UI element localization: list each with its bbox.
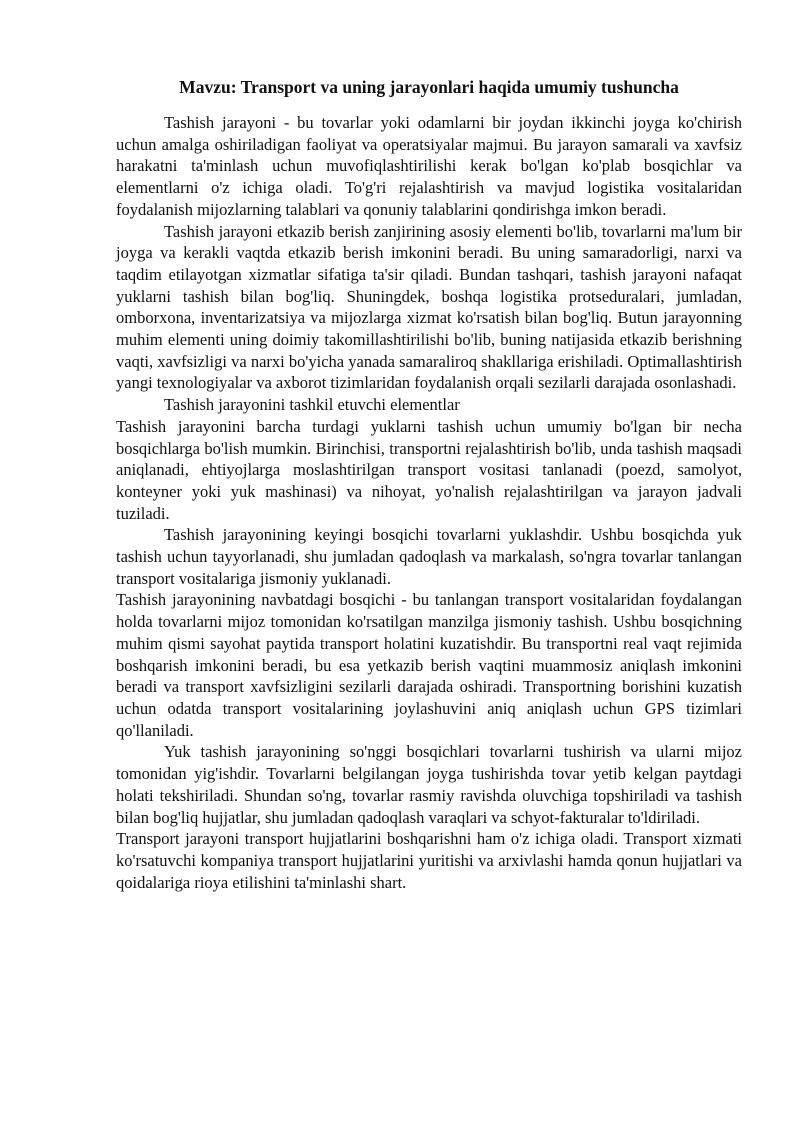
document-title: Mavzu: Transport va uning jarayonlari haqida umumiy tushuncha	[179, 77, 679, 97]
document-page	[116, 76, 742, 893]
section-heading-elements: Tashish jarayonini tashkil etuvchi elementlar	[164, 395, 460, 415]
paragraph-loading: Tashish jarayonining keyingi bosqichi tovarlarni yuklashdir. Ushbu bosqichda yuk tashish uchun tayyorlanadi, shu jumladan qadoqlash va markalash, so'ngra tovarlar tanlangan transport vositalariga jismoniy yuklanadi.	[116, 525, 742, 588]
paragraph-unloading: Yuk tashish jarayonining so'nggi bosqichlari tovarlarni tushirish va ularni mijoz tomonidan yig'ishdir. Tovarlarni belgilangan joyga tushirishda tovar yetib kelgan paytdagi holati tekshiriladi. Shundan so'ng, tovarlar rasmiy ravishda oluvchiga topshiriladi va tashish bilan bog'liq hujjatlar, shu jumladan qadoqlash varaqlari va schyot-fakturalar to'ldiriladi.	[116, 742, 742, 827]
paragraph-supply-chain: Tashish jarayoni etkazib berish zanjirining asosiy elementi bo'lib, tovarlarni ma'lum bir joyga va kerakli vaqtda etkazib berish imkonini beradi. Bu uning samaradorligi, narxi va taqdim etilayotgan xizmatlar sifatiga ta'sir qiladi. Bundan tashqari, tashish jarayoni nafaqat yuklarni tashish bilan bog'liq. Shuningdek, boshqa logistika protseduralari, jumladan, omborxona, inventarizatsiya va mijozlarga xizmat ko'rsatish bilan bog'liq. Butun jarayonning muhim elementi uning doimiy takomillashtirilishi bo'lib, buning natijasida etkazib berishning vaqti, xavfsizligi va narxi bo'yicha yanada samaraliroq shakllariga erishiladi. Optimallashtirish yangi texnologiyalar va axborot tizimlaridan foydalanish orqali sezilarli darajada osonlashadi.	[116, 221, 742, 393]
paragraph-documents: Transport jarayoni transport hujjatlarini boshqarishni ham o'z ichiga oladi. Transport xizmati ko'rsatuvchi kompaniya transport hujjatlarini yuritishi va arxivlashi hamda qonun hujjatlari va qoidalariga rioya etilishini ta'minlashi shart.	[116, 829, 742, 892]
paragraph-shipping: Tashish jarayonining navbatdagi bosqichi - bu tanlangan transport vositalaridan foydalangan holda tovarlarni mijoz tomonidan ko'rsatilgan manzilga jismoniy tashish. Ushbu bosqichning muhim qismi sayohat paytida transport holatini kuzatishdir. Bu transportni real vaqt rejimida boshqarish imkonini beradi, bu esa yetkazib berish vaqtini muammosiz aniqlash imkonini beradi va transport xavfsizligini sezilarli darajada oshiradi. Transportning borishini kuzatish uchun odatda transport vositalarining joylashuvini aniq aniqlash uchun GPS tizimlari qo'llaniladi.	[116, 590, 742, 740]
paragraph-planning: Tashish jarayonini barcha turdagi yuklarni tashish uchun umumiy bo'lgan bir necha bosqichlarga bo'lish mumkin. Birinchisi, transportni rejalashtirish bo'lib, unda tashish maqsadi aniqlanadi, ehtiyojlarga moslashtirilgan transport vositasi tanlanadi (poezd, samolyot, konteyner yoki yuk mashinasi) va nihoyat, yo'nalish rejalashtirilgan va jarayon jadvali tuziladi.	[116, 416, 742, 523]
paragraph-definition: Tashish jarayoni - bu tovarlar yoki odamlarni bir joydan ikkinchi joyga ko'chirish uchun amalga oshiriladigan faoliyat va operatsiyalar majmui. Bu jarayon samarali va xavfsiz harakatni ta'minlash uchun muvofiqlashtirilishi kerak bo'lgan ko'plab bosqichlar va elementlarni o'z ichiga oladi. To'g'ri rejalashtirish va mavjud logistika vositalaridan foydalanish mijozlarning talablari va qonuniy talablarini qondirishga imkon beradi.	[116, 113, 742, 219]
